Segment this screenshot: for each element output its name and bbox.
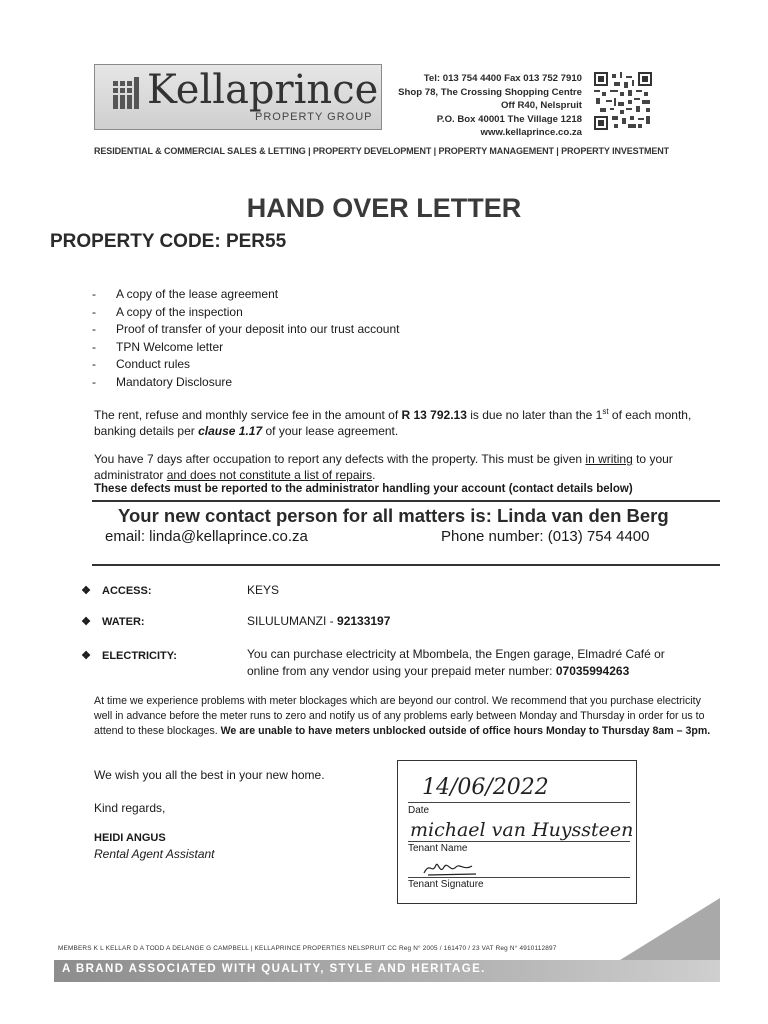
signature-label: Tenant Signature — [408, 879, 484, 890]
contact-line: Shop 78, The Crossing Shopping Centre — [398, 86, 582, 98]
list-item: - Proof of transfer of your deposit into our trust account — [92, 322, 400, 337]
logo-subtitle: PROPERTY GROUP — [255, 111, 373, 123]
qr-code-icon — [594, 72, 652, 130]
list-item: - A copy of the inspection — [92, 304, 243, 319]
contact-phone: Phone number: (013) 754 4400 — [441, 528, 650, 545]
bullet-diamond-icon: ❖ — [81, 650, 91, 662]
footer-brand-slogan: A BRAND ASSOCIATED WITH QUALITY, STYLE AND HERITAGE. — [62, 963, 486, 975]
contact-line: P.O. Box 40001 The Village 1218 — [436, 113, 582, 125]
signatory-name: HEIDI ANGUS — [94, 832, 166, 844]
company-tagline: RESIDENTIAL & COMMERCIAL SALES & LETTING | PROPERTY DEVELOPMENT | PROPERTY MANAGEMENT | PROPERTY INVESTMENT — [94, 146, 670, 156]
bullet-diamond-icon: ❖ — [81, 585, 91, 597]
tenant-name-label: Tenant Name — [408, 843, 468, 854]
closing-wish: We wish you all the best in your new home. — [94, 768, 325, 782]
water-label: ❖ WATER: — [81, 615, 145, 628]
rent-amount: R 13 792.13 — [401, 408, 467, 422]
property-code: PROPERTY CODE: PER55 — [50, 231, 287, 252]
tenant-name-line — [408, 841, 630, 842]
tenant-signature-mark — [422, 857, 482, 879]
list-item: - A copy of the lease agreement — [92, 287, 279, 301]
defects-notice: These defects must be reported to the administrator handling your account (contact details below) — [94, 483, 633, 495]
list-item: - TPN Welcome letter — [92, 339, 224, 354]
signatory-role: Rental Agent Assistant — [94, 847, 215, 861]
rent-paragraph: The rent, refuse and monthly service fee in the amount of R 13 792.13 is due no later than the 1st of each month, banking details per clause 1.17 of your lease agreement. — [94, 407, 692, 438]
date-line — [408, 802, 630, 803]
defects-paragraph: You have 7 days after occupation to report any defects with the property. This must be given in writing to your administrator and does not constitute a list of repairs. — [94, 452, 673, 482]
access-label: ❖ ACCESS: — [81, 584, 152, 597]
lease-clause: clause 1.17 — [198, 424, 263, 438]
list-item: - Mandatory Disclosure — [92, 374, 233, 389]
company-members-line: MEMBERS K L KELLAR D A TODD A DELANGE G CAMPBELL | KELLAPRINCE PROPERTIES NELSPRUIT CC Reg N° 2005 / 161470 / 23 VAT Reg N° 4910112897 — [58, 945, 557, 952]
access-value: KEYS — [247, 583, 280, 597]
electricity-value: You can purchase electricity at Mbombela, the Engen garage, Elmadré Café or online from any vendor using your prepaid meter number: 07035994263 — [247, 647, 665, 678]
handwritten-date: 14/06/2022 — [422, 775, 549, 800]
contact-person-heading: Your new contact person for all matters is: Linda van den Berg — [118, 505, 669, 526]
logo-name: Kellaprince — [147, 67, 379, 113]
contact-line: Off R40, Nelspruit — [500, 100, 582, 112]
bullet-diamond-icon: ❖ — [81, 616, 91, 628]
meter-notice: At time we experience problems with meter blockages which are beyond our control. We recommend that you purchase electricity well in advance before the meter runs to zero and notify us of any problems early between Monday and Thursday in order for us to attend to these blockages. We are unable to have meters unblocked outside of office hours Monday to Thursday 8am – 3pm. — [94, 695, 711, 737]
signature-line — [408, 877, 630, 878]
list-item: - Conduct rules — [92, 357, 191, 372]
electricity-label: ❖ ELECTRICITY: — [81, 649, 177, 662]
contact-email: email: linda@kellaprince.co.za — [105, 528, 308, 545]
tenant-signature-box — [397, 760, 637, 904]
water-value: SILULUMANZI - 92133197 — [247, 614, 391, 628]
page-title: HAND OVER LETTER — [246, 193, 522, 223]
handwritten-tenant-name: michael van Huyssteen — [410, 819, 634, 841]
document-list — [92, 286, 399, 392]
footer-corner-decoration — [620, 898, 720, 960]
date-label: Date — [408, 805, 430, 816]
divider — [92, 564, 720, 566]
company-logo — [94, 64, 382, 130]
company-contact-block — [385, 72, 582, 140]
contact-line: www.kellaprince.co.za — [480, 127, 582, 139]
contact-line: Tel: 013 754 4400 Fax 013 752 7910 — [423, 73, 582, 84]
closing-regards: Kind regards, — [94, 801, 166, 815]
divider — [92, 500, 720, 502]
meter-number: 07035994263 — [555, 664, 630, 678]
